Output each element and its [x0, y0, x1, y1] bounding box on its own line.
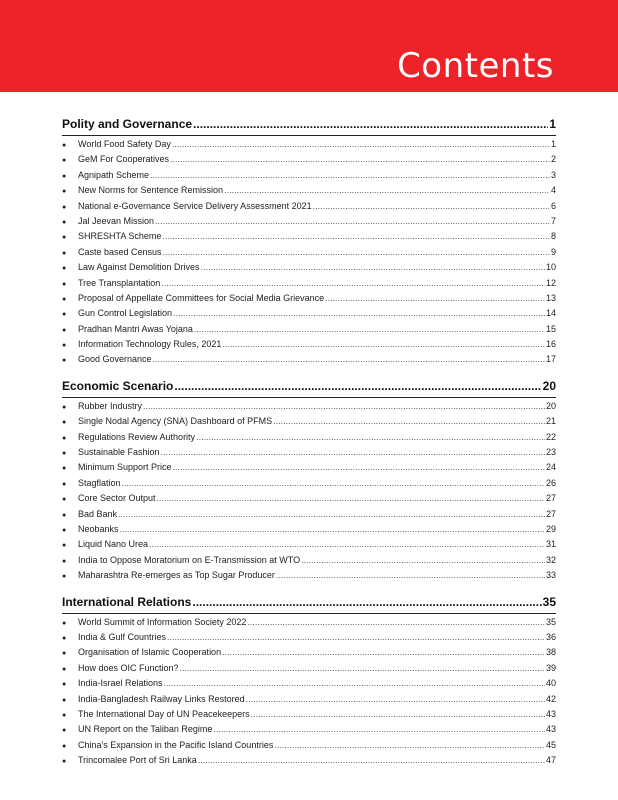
- bullet-icon: ●: [62, 311, 67, 319]
- dot-leader: [155, 216, 550, 226]
- section-page-number: 1: [549, 117, 556, 131]
- entry-title: China's Expansion in the Pacific Island Countries: [78, 739, 274, 750]
- header-banner: [0, 0, 618, 92]
- dot-leader: [196, 432, 545, 442]
- dot-leader: [273, 416, 545, 426]
- dot-leader: [167, 632, 545, 642]
- section-divider: [62, 135, 556, 136]
- bullet-icon: ●: [62, 218, 67, 226]
- dot-leader: [192, 595, 541, 609]
- entry-page-number: 23: [545, 447, 556, 458]
- dot-leader: [276, 570, 545, 580]
- bullet-icon: ●: [62, 403, 67, 411]
- dot-leader: [325, 293, 545, 303]
- dot-leader: [118, 509, 545, 519]
- toc-entry[interactable]: [62, 462, 556, 477]
- bullet-icon: ●: [62, 172, 67, 180]
- section-heading[interactable]: [62, 595, 556, 613]
- entry-page-number: 7: [550, 215, 556, 226]
- bullet-icon: ●: [62, 650, 67, 658]
- dot-leader: [194, 324, 545, 334]
- section-divider: [62, 397, 556, 398]
- entry-page-number: 21: [545, 416, 556, 427]
- dot-leader: [222, 339, 545, 349]
- toc-entry[interactable]: [62, 678, 556, 693]
- bullet-icon: ●: [62, 157, 67, 165]
- bullet-icon: ●: [62, 450, 67, 458]
- dot-leader: [224, 185, 550, 195]
- toc-entry[interactable]: [62, 154, 556, 169]
- bullet-icon: ●: [62, 280, 67, 288]
- dot-leader: [149, 539, 545, 549]
- toc-entry[interactable]: [62, 401, 556, 416]
- bullet-icon: ●: [62, 480, 67, 488]
- toc-section: [62, 117, 556, 370]
- dot-leader: [201, 262, 545, 272]
- bullet-icon: ●: [62, 419, 67, 427]
- dot-leader: [164, 678, 545, 688]
- toc-entry[interactable]: [62, 740, 556, 755]
- entry-page-number: 27: [545, 508, 556, 519]
- entry-title: New Norms for Sentence Remission: [78, 185, 224, 196]
- toc-entry[interactable]: [62, 139, 556, 154]
- dot-leader: [247, 617, 545, 627]
- entry-title: Neobanks: [78, 523, 119, 534]
- toc-entry[interactable]: [62, 262, 556, 277]
- entry-page-number: 16: [545, 339, 556, 350]
- entry-title: Gun Control Legislation: [78, 308, 173, 319]
- entry-title: Good Governance: [78, 354, 152, 365]
- toc-entry[interactable]: [62, 663, 556, 678]
- entry-page-number: 4: [550, 185, 556, 196]
- toc-entry[interactable]: [62, 570, 556, 585]
- toc-entry[interactable]: [62, 416, 556, 431]
- dot-leader: [174, 379, 541, 393]
- section-heading[interactable]: [62, 379, 556, 397]
- toc-entry[interactable]: [62, 478, 556, 493]
- entry-page-number: 20: [545, 400, 556, 411]
- toc-entry[interactable]: [62, 278, 556, 293]
- dot-leader: [173, 308, 545, 318]
- entry-page-number: 17: [545, 354, 556, 365]
- entry-title: Regulations Review Authority: [78, 431, 196, 442]
- dot-leader: [301, 555, 545, 565]
- toc-entry[interactable]: [62, 247, 556, 262]
- bullet-icon: ●: [62, 742, 67, 750]
- entry-page-number: 31: [545, 539, 556, 550]
- entry-page-number: 12: [545, 277, 556, 288]
- section-title: Economic Scenario: [62, 378, 174, 393]
- bullet-icon: ●: [62, 665, 67, 673]
- entry-page-number: 3: [550, 169, 556, 180]
- dot-leader: [161, 278, 545, 288]
- toc-entry[interactable]: [62, 694, 556, 709]
- entry-title: Agnipath Scheme: [78, 169, 150, 180]
- dot-leader: [313, 201, 550, 211]
- dot-leader: [198, 755, 545, 765]
- entry-page-number: 43: [545, 724, 556, 735]
- dot-leader: [246, 694, 545, 704]
- dot-leader: [213, 724, 545, 734]
- entry-page-number: 13: [545, 292, 556, 303]
- entry-page-number: 43: [545, 708, 556, 719]
- entry-title: How does OIC Function?: [78, 662, 179, 673]
- bullet-icon: ●: [62, 557, 67, 565]
- section-page-number: 35: [542, 594, 556, 609]
- bullet-icon: ●: [62, 711, 67, 719]
- entry-title: India & Gulf Countries: [78, 631, 167, 642]
- entry-title: India-Bangladesh Railway Links Restored: [78, 693, 245, 704]
- toc-entry[interactable]: [62, 493, 556, 508]
- toc-entry[interactable]: [62, 432, 556, 447]
- entry-title: Minimum Support Price: [78, 462, 172, 473]
- dot-leader: [122, 478, 545, 488]
- bullet-icon: ●: [62, 326, 67, 334]
- bullet-icon: ●: [62, 634, 67, 642]
- dot-leader: [153, 354, 545, 364]
- bullet-icon: ●: [62, 342, 67, 350]
- entry-title: Liquid Nano Urea: [78, 539, 149, 550]
- entry-title: Organisation of Islamic Cooperation: [78, 647, 222, 658]
- entry-title: World Food Safety Day: [78, 139, 171, 149]
- bullet-icon: ●: [62, 696, 67, 704]
- entry-title: Jal Jeevan Mission: [78, 215, 155, 226]
- toc-entry[interactable]: [62, 324, 556, 339]
- entry-page-number: 10: [545, 262, 556, 273]
- entry-page-number: 47: [545, 755, 556, 766]
- bullet-icon: ●: [62, 496, 67, 504]
- entry-title: UN Report on the Taliban Regime: [78, 724, 213, 735]
- entry-page-number: 24: [545, 462, 556, 473]
- entry-title: Trincomalee Port of Sri Lanka: [78, 755, 197, 766]
- bullet-icon: ●: [62, 188, 67, 196]
- entry-title: India to Oppose Moratorium on E-Transmission at WTO: [78, 554, 301, 565]
- dot-leader: [172, 139, 550, 149]
- entry-title: SHRESHTA Scheme: [78, 231, 162, 242]
- entry-page-number: 14: [545, 308, 556, 319]
- entry-title: Tree Transplantation: [78, 277, 161, 288]
- bullet-icon: ●: [62, 511, 67, 519]
- entry-page-number: 9: [550, 246, 556, 257]
- entry-page-number: 22: [545, 431, 556, 442]
- toc-entry[interactable]: [62, 293, 556, 308]
- dot-leader: [222, 647, 545, 657]
- entry-page-number: 42: [545, 693, 556, 704]
- dot-leader: [161, 447, 545, 457]
- entry-title: Information Technology Rules, 2021: [78, 339, 222, 350]
- bullet-icon: ●: [62, 619, 67, 627]
- entry-page-number: 6: [550, 200, 556, 211]
- section-heading[interactable]: [62, 117, 556, 135]
- toc-entry[interactable]: [62, 539, 556, 554]
- table-of-contents: [62, 117, 556, 779]
- section-page-number: 20: [542, 378, 556, 393]
- dot-leader: [143, 401, 545, 411]
- bullet-icon: ●: [62, 265, 67, 273]
- toc-entry[interactable]: [62, 447, 556, 462]
- dot-leader: [180, 663, 545, 673]
- entry-title: Law Against Demolition Drives: [78, 262, 200, 273]
- toc-entry[interactable]: [62, 509, 556, 524]
- section-divider: [62, 613, 556, 614]
- entry-page-number: 15: [545, 323, 556, 334]
- toc-entry[interactable]: [62, 724, 556, 739]
- bullet-icon: ●: [62, 234, 67, 242]
- dot-leader: [163, 247, 550, 257]
- dot-leader: [251, 709, 545, 719]
- entry-title: National e-Governance Service Delivery Assessment 2021: [78, 200, 312, 211]
- entry-page-number: 38: [545, 647, 556, 658]
- toc-entry[interactable]: [62, 647, 556, 662]
- entry-page-number: 27: [545, 493, 556, 504]
- toc-section: [62, 595, 556, 771]
- bullet-icon: ●: [62, 526, 67, 534]
- entry-title: Stagflation: [78, 477, 121, 488]
- entry-title: Pradhan Mantri Awas Yojana: [78, 323, 193, 334]
- bullet-icon: ●: [62, 465, 67, 473]
- dot-leader: [157, 493, 545, 503]
- entry-page-number: 33: [545, 570, 556, 581]
- entry-title: The International Day of UN Peacekeepers: [78, 708, 250, 719]
- toc-entry[interactable]: [62, 555, 556, 570]
- toc-entry[interactable]: [62, 185, 556, 200]
- bullet-icon: ●: [62, 295, 67, 303]
- entry-page-number: 39: [545, 662, 556, 673]
- toc-entry[interactable]: [62, 216, 556, 231]
- dot-leader: [173, 462, 545, 472]
- toc-entry[interactable]: [62, 170, 556, 185]
- toc-entry[interactable]: [62, 524, 556, 539]
- toc-entry[interactable]: [62, 617, 556, 632]
- dot-leader: [150, 170, 550, 180]
- entry-title: World Summit of Information Society 2022: [78, 616, 247, 627]
- bullet-icon: ●: [62, 434, 67, 442]
- entry-page-number: 26: [545, 477, 556, 488]
- dot-leader: [193, 117, 548, 131]
- section-title: International Relations: [62, 594, 192, 609]
- entry-page-number: 32: [545, 554, 556, 565]
- toc-entry[interactable]: [62, 339, 556, 354]
- entry-page-number: 45: [545, 739, 556, 750]
- entry-title: Core Sector Output: [78, 493, 156, 504]
- toc-entry[interactable]: [62, 308, 556, 323]
- entry-title: India-Israel Relations: [78, 678, 163, 689]
- dot-leader: [120, 524, 545, 534]
- entry-title: Caste based Census: [78, 246, 162, 257]
- entry-title: Rubber Industry: [78, 400, 143, 411]
- page-title: Contents: [397, 46, 554, 86]
- toc-entry[interactable]: [62, 231, 556, 246]
- entry-page-number: 8: [550, 231, 556, 242]
- bullet-icon: ●: [62, 681, 67, 689]
- entry-title: Proposal of Appellate Committees for Social Media Grievance: [78, 292, 325, 303]
- entry-page-number: 2: [550, 154, 556, 165]
- bullet-icon: ●: [62, 727, 67, 735]
- entry-title: Sustainable Fashion: [78, 447, 160, 458]
- bullet-icon: ●: [62, 249, 67, 257]
- bullet-icon: ●: [62, 758, 67, 766]
- bullet-icon: ●: [62, 203, 67, 211]
- dot-leader: [170, 154, 550, 164]
- section-title: Polity and Governance: [62, 117, 193, 131]
- entry-title: Bad Bank: [78, 508, 118, 519]
- toc-section: [62, 379, 556, 586]
- entry-title: GeM For Cooperatives: [78, 154, 170, 165]
- entry-page-number: 29: [545, 523, 556, 534]
- entry-page-number: 1: [550, 139, 556, 149]
- bullet-icon: ●: [62, 142, 67, 149]
- entry-page-number: 36: [545, 631, 556, 642]
- bullet-icon: ●: [62, 542, 67, 550]
- toc-entry[interactable]: [62, 709, 556, 724]
- toc-entry[interactable]: [62, 354, 556, 369]
- toc-entry[interactable]: [62, 632, 556, 647]
- entry-title: Maharashtra Re-emerges as Top Sugar Producer: [78, 570, 275, 581]
- entry-page-number: 40: [545, 678, 556, 689]
- bullet-icon: ●: [62, 357, 67, 365]
- entry-title: Single Nodal Agency (SNA) Dashboard of PFMS: [78, 416, 273, 427]
- entry-page-number: 35: [545, 616, 556, 627]
- dot-leader: [274, 740, 545, 750]
- toc-entry[interactable]: [62, 201, 556, 216]
- dot-leader: [162, 231, 550, 241]
- bullet-icon: ●: [62, 573, 67, 581]
- toc-entry[interactable]: [62, 755, 556, 770]
